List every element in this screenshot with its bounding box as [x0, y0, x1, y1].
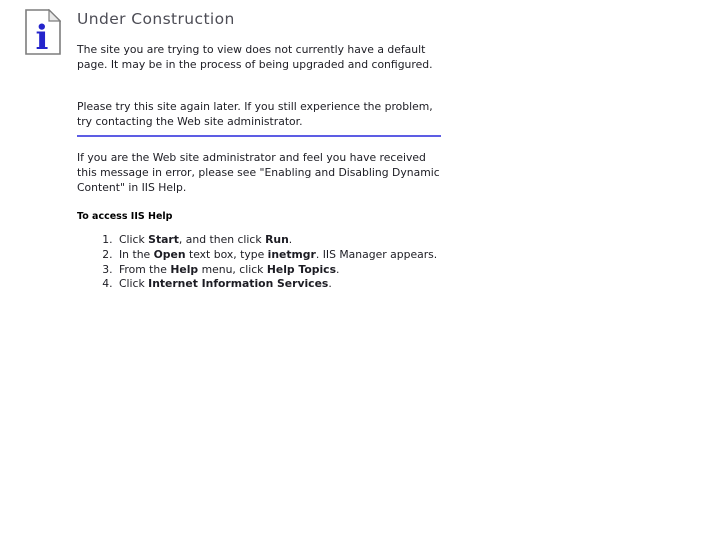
help-step: 1. Click Start, and then click Run.: [116, 233, 466, 248]
info-page-icon-graphic: [25, 9, 61, 55]
help-step: 2. In the Open text box, type inetmgr. IIS Manager appears.: [116, 248, 466, 263]
administrator-paragraph: If you are the Web site administrator and feel you have received this message in error, please see "Enabling and Disabling Dynamic Content" in IIS Help.: [77, 151, 440, 194]
retry-paragraph: Please try this site again later. If you still experience the problem, try contacting the Web site administrator.: [77, 100, 433, 128]
info-letter: i: [35, 18, 49, 55]
help-section-heading: To access IIS Help: [77, 211, 173, 222]
folded-corner: [49, 10, 60, 21]
intro-paragraph: The site you are trying to view does not currently have a default page. It may be in the process of being upgraded and configured.: [77, 43, 433, 71]
page-title: Under Construction: [77, 10, 235, 28]
help-steps-list: [77, 233, 466, 292]
section-divider: [77, 135, 441, 137]
info-page-icon: [25, 9, 61, 55]
help-step: 3. From the Help menu, click Help Topics.: [116, 263, 466, 278]
help-step: 4. Click Internet Information Services.: [116, 277, 466, 292]
